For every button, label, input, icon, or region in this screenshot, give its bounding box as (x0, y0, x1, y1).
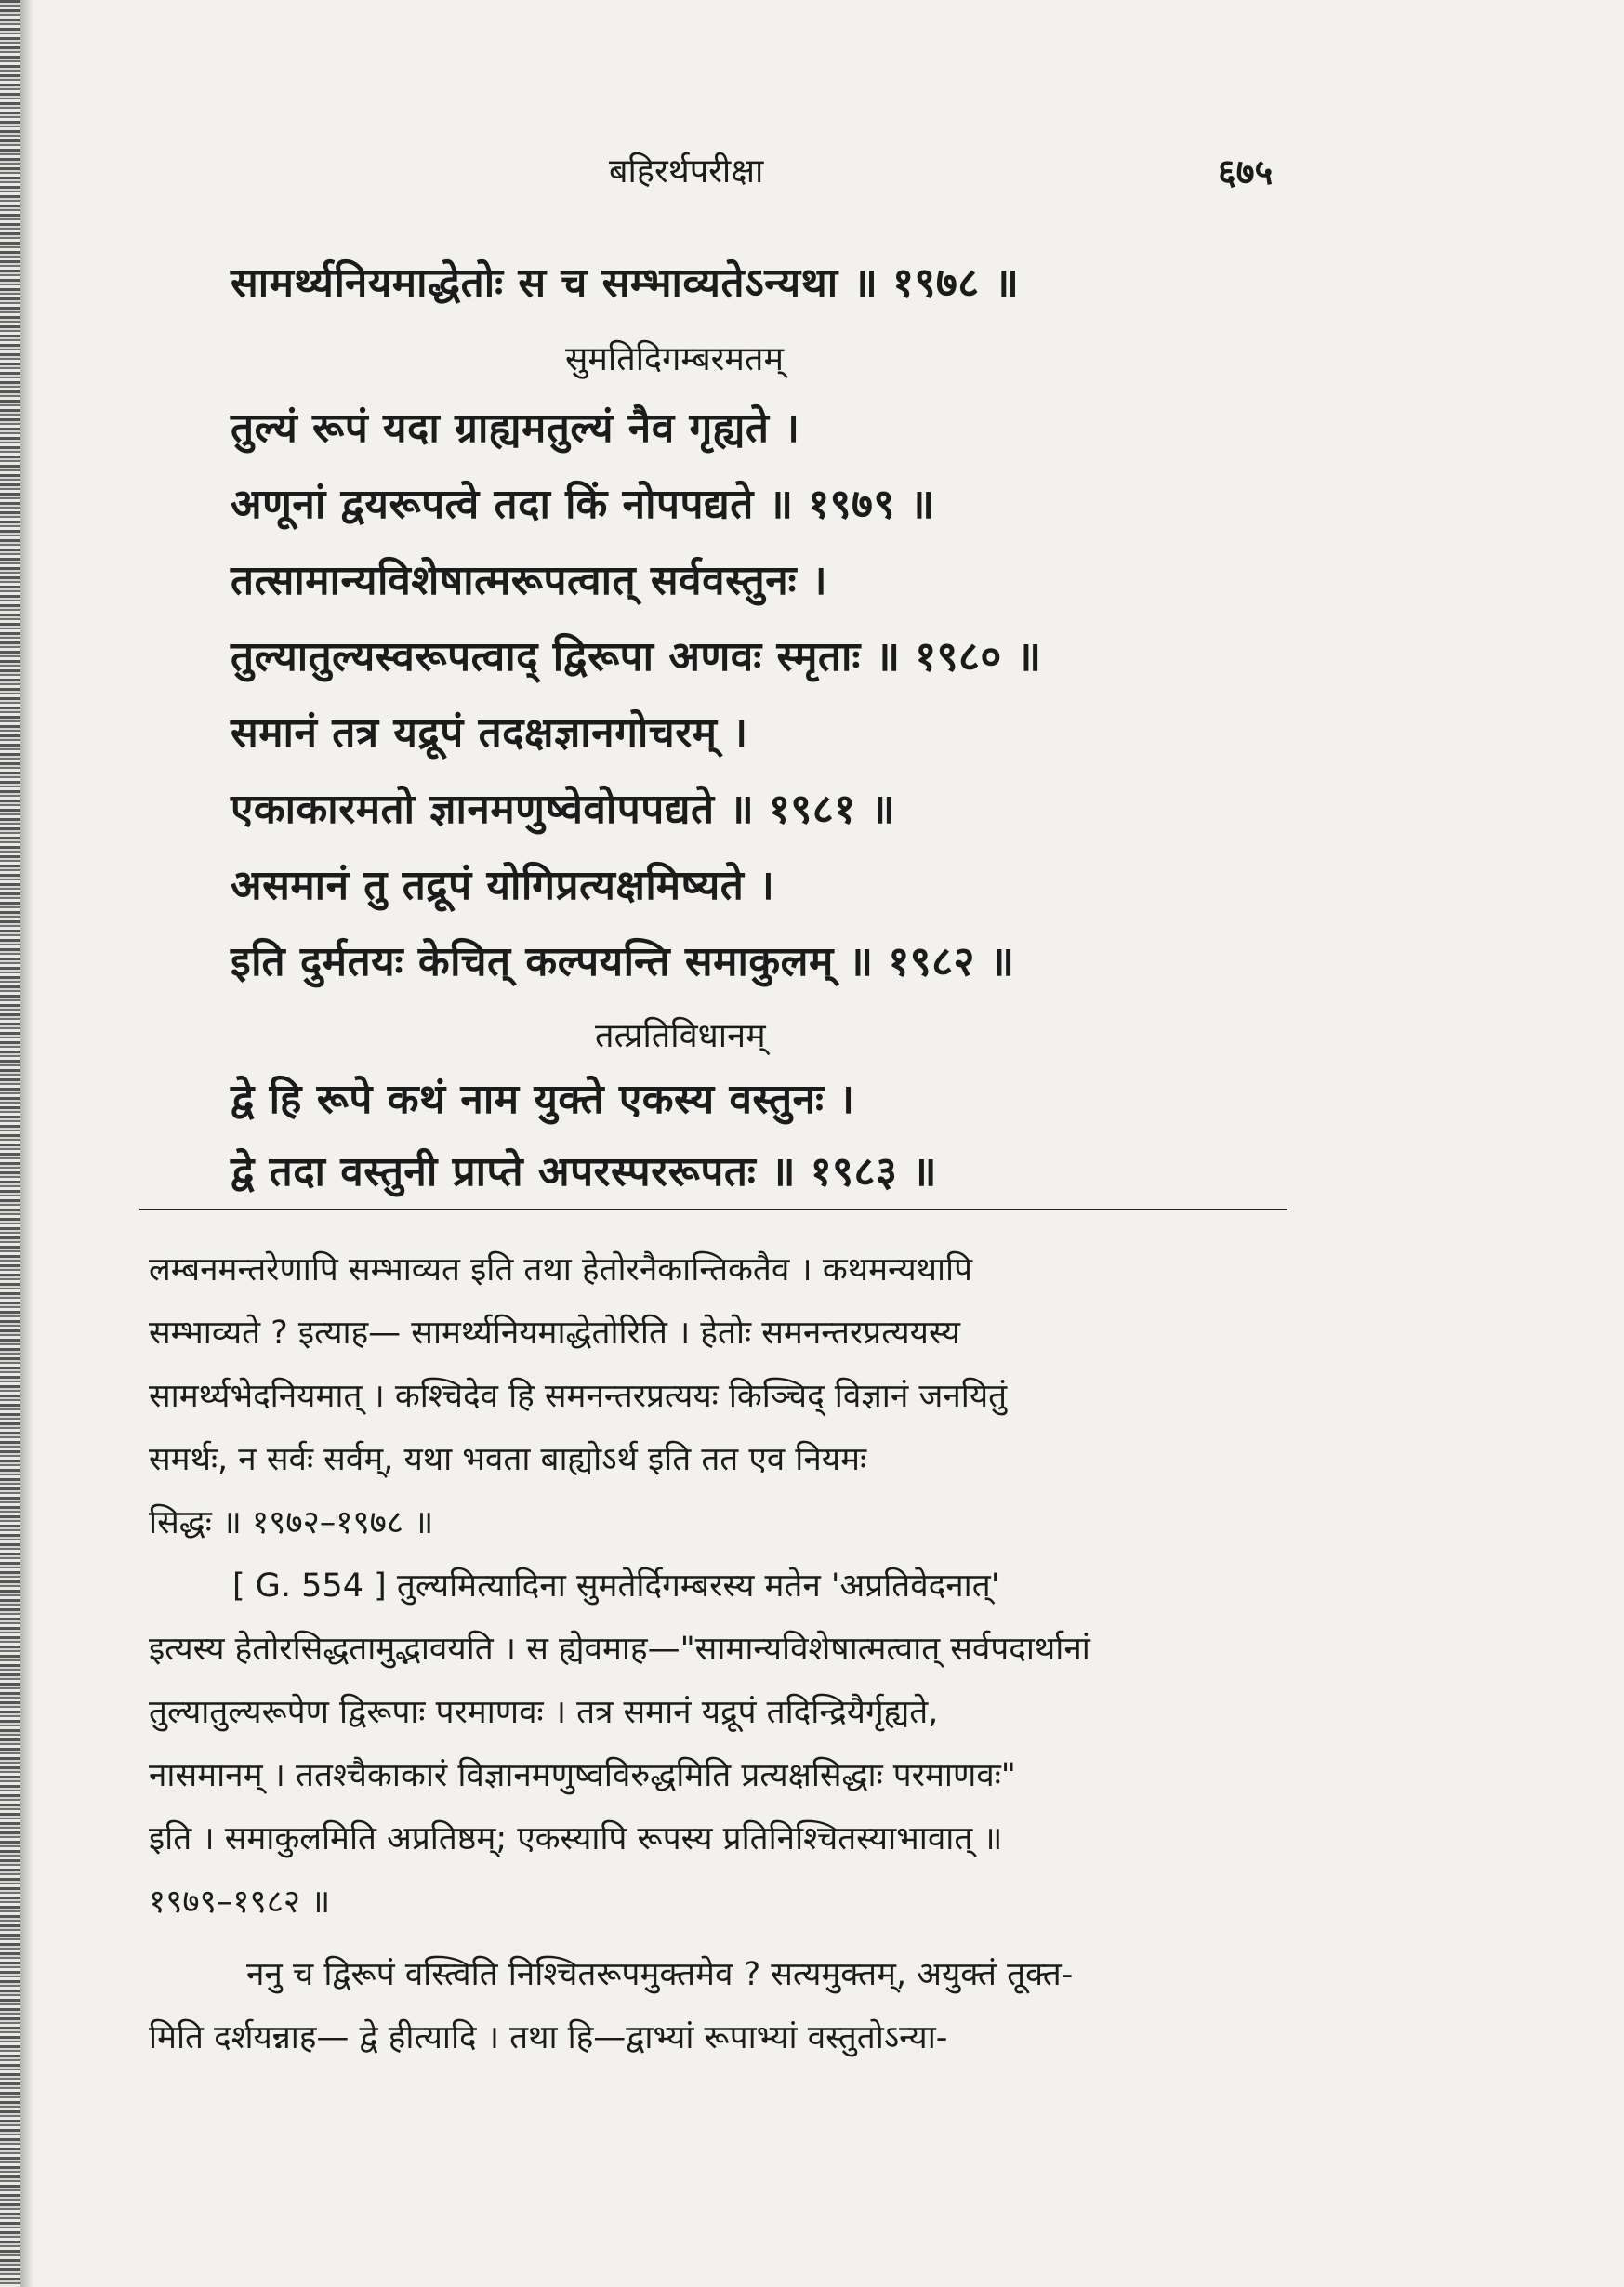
verse-line: समानं तत्र यद्रूपं तदक्षज्ञानगोचरम् । (231, 709, 748, 757)
commentary-line: लम्बनमन्तरेणापि सम्भाव्यत इति तथा हेतोरनैकान्तिकतैव । कथमन्यथापि (149, 1251, 972, 1289)
running-header: बहिरर्थपरीक्षा (609, 152, 764, 191)
commentary-line: [ G. 554 ] तुल्यमित्यादिना सुमतेर्दिगम्बरस्य मतेन 'अप्रतिवेदनात्' (232, 1567, 1000, 1605)
commentary-line: ननु च द्विरूपं वस्त्विति निश्चितरूपमुक्तमेव ? सत्यमुक्तम्, अयुक्तं तूक्त- (246, 1956, 1074, 1993)
commentary-line: सम्भाव्यते ? इत्याह— सामर्थ्यनियमाद्धेतोरिति । हेतोः समनन्तरप्रत्ययस्य (149, 1315, 960, 1352)
commentary-line: इत्यस्य हेतोरसिद्धतामुद्भावयति । स ह्येवमाह—"सामान्यविशेषात्मत्वात् सर्वपदार्थानां (149, 1631, 1090, 1668)
commentary-line: सिद्धः ॥ १९७२–१९७८ ॥ (149, 1504, 434, 1541)
verse-line: तुल्यातुल्यस्वरूपत्वाद् द्विरूपा अणवः स्मृताः ॥ १९८० ॥ (231, 633, 1042, 681)
verse-line: अणूनां द्वयरूपत्वे तदा किं नोपपद्यते ॥ १९७९ ॥ (231, 481, 935, 528)
verse-line: सामर्थ्यनियमाद्धेतोः स च सम्भाव्यतेऽन्यथा ॥ १९७८ ॥ (231, 259, 1020, 307)
commentary-line: १९७९–१९८२ ॥ (149, 1884, 331, 1921)
verse-line: तुल्यं रूपं यदा ग्राह्यमतुल्यं नैव गृह्यते । (231, 404, 800, 452)
footnote-divider (139, 1209, 1287, 1210)
verse-line: असमानं तु तद्रूपं योगिप्रत्यक्षमिष्यते । (231, 862, 775, 909)
commentary-line: समर्थः, न सर्वः सर्वम्, यथा भवता बाह्योऽर्थ इति तत एव नियमः (149, 1441, 867, 1478)
commentary-line: इति । समाकुलमिति अप्रतिष्ठम्; एकस्यापि रूपस्य प्रतिनिश्चितस्याभावात् ॥ (149, 1820, 1003, 1857)
section-heading: सुमतिदिगम्बरमतम् (565, 340, 784, 378)
binding-edge (0, 0, 20, 2287)
binding-shadow (20, 0, 33, 2287)
page-number: ६७५ (1218, 152, 1274, 192)
verse-line: द्वे हि रूपे कथं नाम युक्ते एकस्य वस्तुनः । (231, 1076, 855, 1123)
commentary-line: तुल्यातुल्यरूपेण द्विरूपाः परमाणवः । तत्र समानं यद्रूपं तदिन्द्रियैर्गृह्यते, (149, 1694, 939, 1731)
commentary-line: मिति दर्शयन्नाह— द्वे हीत्यादि । तथा हि—द्वाभ्यां रूपाभ्यां वस्तुतोऽन्या- (149, 2019, 948, 2056)
verse-line: इति दुर्मतयः केचित् कल्पयन्ति समाकुलम् ॥ १९८२ ॥ (231, 938, 1015, 985)
commentary-line: नासमानम् । ततश्चैकाकारं विज्ञानमणुष्वविरुद्धमिति प्रत्यक्षसिद्धाः परमाणवः" (149, 1757, 1016, 1794)
verse-line: तत्सामान्यविशेषात्मरूपत्वात् सर्ववस्तुनः । (231, 557, 828, 604)
verse-line: एकाकारमतो ज्ञानमणुष्वेवोपपद्यते ॥ १९८१ ॥ (231, 786, 896, 833)
commentary-line: सामर्थ्यभेदनियमात् । कश्चिदेव हि समनन्तरप्रत्ययः किञ्चिद् विज्ञानं जनयितुं (149, 1378, 1008, 1415)
verse-line: द्वे तदा वस्तुनी प्राप्ते अपरस्पररूपतः ॥ १९८३ ॥ (231, 1148, 937, 1196)
section-heading: तत्प्रतिविधानम् (595, 1017, 766, 1055)
